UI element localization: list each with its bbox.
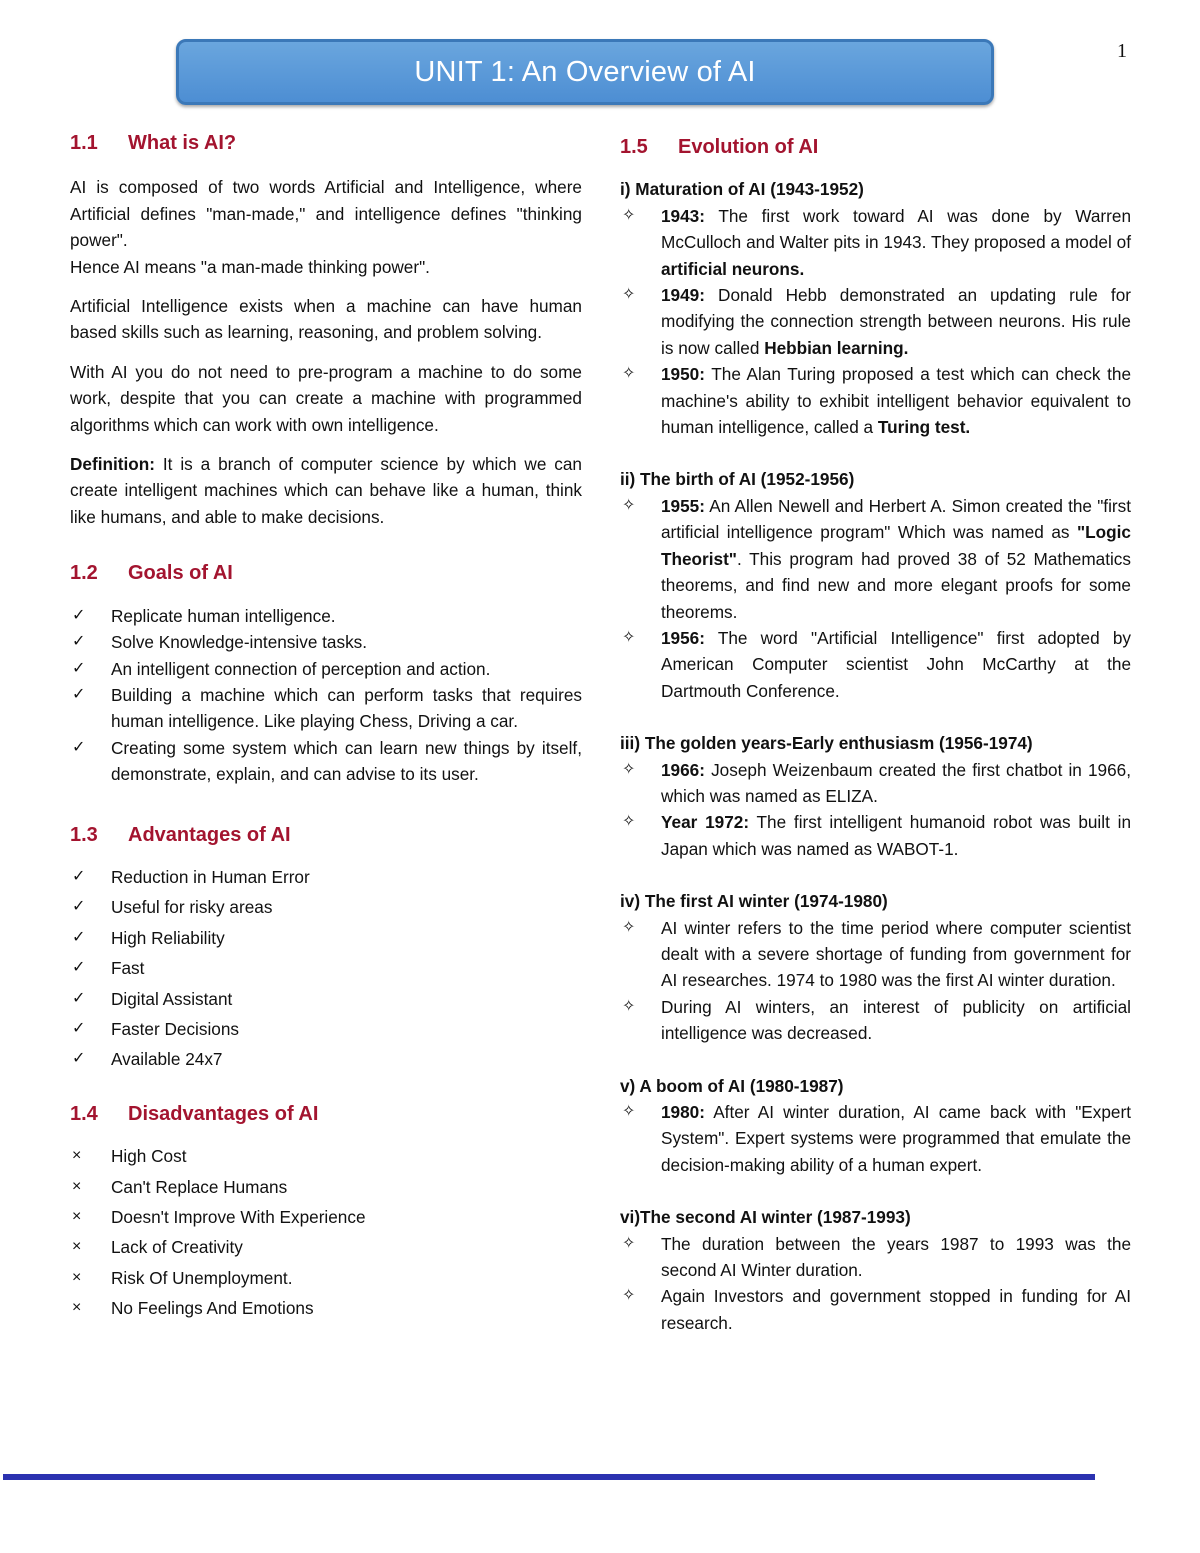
- section-number: 1.5: [620, 136, 648, 158]
- goals-list: [70, 603, 582, 788]
- cross-icon: ×: [72, 1268, 82, 1286]
- era-heading: iv) The first AI winter (1974-1980): [620, 891, 888, 912]
- check-icon: ✓: [72, 685, 86, 703]
- definition-label: Definition:: [70, 454, 155, 475]
- list-item: ✓ Building a machine which can perform tasks that requires human intelligence. Like playing Chess, Driving a car.: [70, 682, 582, 735]
- list-item: ✓ Replicate human intelligence.: [70, 603, 582, 629]
- check-icon: ✓: [72, 738, 86, 756]
- star-icon: ✧: [622, 1103, 636, 1120]
- check-icon: ✓: [72, 659, 86, 677]
- star-icon: ✧: [622, 760, 636, 778]
- ai-exists-paragraph: Artificial Intelligence exists when a machine can have human based skills such as learning, reasoning, and problem solving.: [70, 296, 582, 343]
- era-heading: i) Maturation of AI (1943-1952): [620, 179, 864, 200]
- right-column: [620, 130, 1131, 1336]
- era-heading: iii) The golden years-Early enthusiasm (1956-1974): [620, 733, 1033, 754]
- list-item: ✓ Reduction in Human Error: [70, 862, 582, 892]
- check-icon: ✓: [72, 867, 86, 885]
- star-icon: ✧: [622, 918, 636, 936]
- cross-icon: ×: [72, 1147, 82, 1165]
- era-list: [620, 493, 1131, 704]
- star-icon: ✧: [622, 496, 636, 514]
- list-item: ✓ High Reliability: [70, 923, 582, 953]
- page-title: UNIT 1: An Overview of AI: [414, 55, 756, 88]
- section-heading-goals: [70, 560, 582, 586]
- list-item: ✓ Creating some system which can learn new things by itself, demonstrate, explain, and can advise to its user.: [70, 735, 582, 788]
- section-number: 1.1: [70, 132, 98, 154]
- cross-icon: ×: [72, 1177, 82, 1195]
- left-column: [70, 130, 582, 1324]
- era-list: [620, 1099, 1131, 1178]
- list-item: ✧ During AI winters, an interest of publicity on artificial intelligence was decreased.: [620, 994, 1131, 1047]
- era-heading: ii) The birth of AI (1952-1956): [620, 469, 855, 490]
- star-icon: ✧: [622, 1287, 636, 1305]
- star-icon: ✧: [622, 997, 636, 1015]
- check-icon: ✓: [72, 1019, 86, 1037]
- list-item: ✧ 1955: An Allen Newell and Herbert A. Simon created the "first artificial intelligence program" Which was named as "Logic Theorist". This program had proved 38 of 52 Mathematics theorems, and find new and more elegant proofs for some theorems.: [620, 493, 1131, 625]
- advantages-list: [70, 862, 582, 1075]
- section-heading-advantages: [70, 822, 582, 848]
- list-item: ✧ Year 1972: The first intelligent humanoid robot was built in Japan which was named as WABOT-1.: [620, 809, 1131, 862]
- check-icon: ✓: [72, 928, 86, 946]
- title-banner: [176, 39, 994, 105]
- cross-icon: ×: [72, 1238, 82, 1256]
- definition-text: It is a branch of computer science by which we can create intelligent machines which can behave like a human, think like humans, and able to make decisions.: [70, 454, 582, 527]
- list-item: ✧ 1950: The Alan Turing proposed a test which can check the machine's ability to exhibit intelligent behavior equivalent to human intelligence, called a Turing test.: [620, 361, 1131, 440]
- section-heading-what-is-ai: [70, 130, 582, 156]
- list-item: × No Feelings And Emotions: [70, 1293, 582, 1323]
- section-number: 1.3: [70, 823, 98, 846]
- section-heading-evolution: [620, 134, 1131, 160]
- ai-meaning-line: Hence AI means "a man-made thinking power".: [70, 256, 430, 277]
- ai-composition-paragraph: AI is composed of two words Artificial and Intelligence, where Artificial defines "man-made," and intelligence defines "thinking power".: [70, 177, 582, 251]
- star-icon: ✧: [622, 365, 636, 383]
- list-item: ✧ 1966: Joseph Weizenbaum created the first chatbot in 1966, which was named as ELIZA.: [620, 757, 1131, 810]
- list-item: ✧ 1949: Donald Hebb demonstrated an updating rule for modifying the connection strength between neurons. His rule is now called Hebbian learning.: [620, 282, 1131, 361]
- list-item: × Risk Of Unemployment.: [70, 1263, 582, 1293]
- cross-icon: ×: [72, 1208, 82, 1225]
- check-icon: ✓: [72, 959, 86, 977]
- list-item: ✓ Solve Knowledge-intensive tasks.: [70, 629, 582, 655]
- list-item: ✧ AI winter refers to the time period where computer scientist dealt with a severe shortage of funding from government for AI researches. 1974 to 1980 was the first AI winter duration.: [620, 915, 1131, 994]
- check-icon: ✓: [72, 898, 86, 916]
- check-icon: ✓: [72, 989, 86, 1007]
- section-title: Disadvantages of AI: [128, 1102, 319, 1125]
- section-heading-disadvantages: [70, 1101, 582, 1127]
- list-item: ✧ Again Investors and government stopped in funding for AI research.: [620, 1283, 1131, 1336]
- page-number: 1: [1117, 40, 1127, 62]
- disadvantages-list: [70, 1141, 582, 1323]
- check-icon: ✓: [72, 1050, 86, 1068]
- era-heading: v) A boom of AI (1980-1987): [620, 1075, 844, 1096]
- list-item: × Can't Replace Humans: [70, 1172, 582, 1202]
- cross-icon: ×: [72, 1299, 82, 1317]
- section-number: 1.4: [70, 1102, 98, 1125]
- section-title: What is AI?: [128, 132, 237, 154]
- star-icon: ✧: [622, 286, 636, 304]
- list-item: × Lack of Creativity: [70, 1232, 582, 1262]
- star-icon: ✧: [622, 206, 636, 224]
- check-icon: ✓: [72, 606, 86, 624]
- section-title: Advantages of AI: [128, 823, 291, 846]
- list-item: ✓ Fast: [70, 953, 582, 983]
- section-number: 1.2: [70, 562, 98, 585]
- list-item: ✓ Available 24x7: [70, 1044, 582, 1074]
- list-item: ✧ 1980: After AI winter duration, AI came back with "Expert System". Expert systems were programmed that emulate the decision-making ability of a human expert.: [620, 1099, 1131, 1178]
- list-item: ✓ An intelligent connection of perception and action.: [70, 656, 582, 682]
- era-list: [620, 915, 1131, 1047]
- list-item: ✓ Digital Assistant: [70, 984, 582, 1014]
- star-icon: ✧: [622, 813, 636, 831]
- list-item: ✧ 1956: The word "Artificial Intelligence" first adopted by American Computer scientist John McCarthy at the Dartmouth Conference.: [620, 625, 1131, 704]
- list-item: × High Cost: [70, 1141, 582, 1171]
- era-heading: vi)The second AI winter (1987-1993): [620, 1207, 911, 1228]
- list-item: ✧ 1943: The first work toward AI was done by Warren McCulloch and Walter pits in 1943. They proposed a model of artificial neurons.: [620, 203, 1131, 282]
- list-item: ✓ Useful for risky areas: [70, 892, 582, 922]
- star-icon: ✧: [622, 628, 636, 646]
- section-title: Goals of AI: [128, 562, 233, 585]
- era-list: [620, 757, 1131, 863]
- section-title: Evolution of AI: [678, 136, 819, 158]
- star-icon: ✧: [622, 1234, 636, 1252]
- check-icon: ✓: [72, 633, 86, 651]
- ai-preprogram-paragraph: With AI you do not need to pre-program a machine to do some work, despite that you can create a machine with programmed algorithms which can work with own intelligence.: [70, 361, 582, 435]
- era-list: [620, 203, 1131, 441]
- list-item: × Doesn't Improve With Experience: [70, 1202, 582, 1232]
- list-item: ✧ The duration between the years 1987 to 1993 was the second AI Winter duration.: [620, 1231, 1131, 1284]
- bottom-divider: [3, 1474, 1095, 1480]
- definition-paragraph: [70, 451, 582, 530]
- list-item: ✓ Faster Decisions: [70, 1014, 582, 1044]
- era-list: [620, 1231, 1131, 1337]
